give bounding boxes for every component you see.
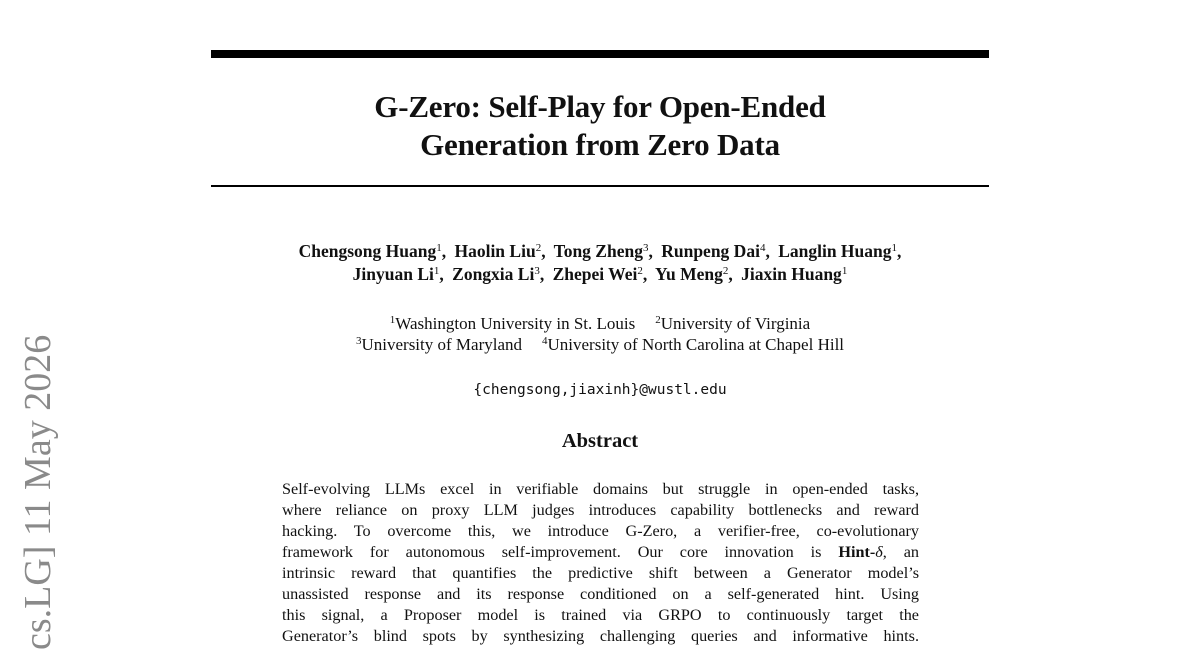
affiliation-number: 3 [355,335,362,347]
abstract-line: hacking. To overcome this, we introduce G-Zero, a verifier-free, co-evolutionary [282,522,919,540]
abstract-line: intrinsic reward that quantifies the predictive shift between a Generator model’s [282,564,919,582]
author-line-2: Jinyuan Li$^1$, Zongxia Li$^3$, Zhepei Wei$^2$, Yu Meng$^2$, Jiaxin Huang$^1$ [352,264,848,284]
author-name: Yu Meng [654,264,723,284]
affiliation-number: 1 [389,314,396,326]
author-line-1: Chengsong Huang$^1$, Haolin Liu$^2$, Tong Zheng$^3$, Runpeng Dai$^4$, Langlin Huang$^1$, [298,241,902,261]
title-line-2: Generation from Zero Data [420,127,780,162]
abstract-text: framework for autonomous self-improvement. Our core innovation is [282,543,839,561]
author-affiliation-mark: 1 [436,242,442,254]
author-list [211,240,989,286]
author-affiliation-mark: 2 [637,265,643,277]
abstract-body [282,479,919,647]
author-name: Chengsong Huang [298,241,437,261]
abstract-line [282,542,919,563]
author-name: Zongxia Li [452,264,535,284]
author-name: Langlin Huang [778,241,892,261]
abstract-line: Self-evolving LLMs excel in verifiable domains but struggle in open-ended tasks, [282,480,919,498]
affiliation-line-2 [211,334,989,355]
author-name: Jinyuan Li [352,264,434,284]
hint-delta-term: Hint- [838,543,876,561]
title-line-1: G-Zero: Self-Play for Open-Ended [374,89,826,124]
title-bottom-rule [211,185,989,187]
abstract-line: unassisted response and its response conditioned on a self-generated hint. Using [282,585,919,603]
affiliation-list [211,313,989,355]
abstract-line: Generator’s blind spots by synthesizing challenging queries and informative hints. [282,627,919,645]
abstract-text: , an [882,543,920,561]
contact-email[interactable]: {chengsong,jiaxinh}@wustl.edu [473,382,727,398]
author-affiliation-mark: 4 [759,242,766,254]
affiliation-name: University of North Carolina at Chapel Hill [547,335,845,354]
paper-title [211,88,989,164]
abstract-line: where reliance on proxy LLM judges introduces capability bottlenecks and reward [282,501,919,519]
author-name: Jiaxin Huang [741,264,842,284]
author-affiliation-mark: 2 [535,242,542,254]
affiliation-name: University of Virginia [660,314,811,333]
affiliation-name: Washington University in St. Louis [395,314,636,333]
author-affiliation-mark: 2 [722,265,729,277]
author-affiliation-mark: 1 [433,265,440,277]
author-name: Runpeng Dai [661,241,760,261]
author-affiliation-mark: 1 [891,242,898,254]
title-top-rule [211,50,989,58]
author-name: Zhepei Wei [552,264,638,284]
affiliation-line-1 [211,313,989,334]
delta-symbol: δ [875,543,883,561]
abstract-line: this signal, a Proposer model is trained via GRPO to continuously target the [282,606,919,624]
arxiv-side-stamp: cs.LG] 11 May 2026 [17,334,59,650]
author-affiliation-mark: 1 [841,265,848,277]
affiliation-number: 4 [542,335,548,347]
affiliation-number: 2 [655,314,661,326]
affiliation-name: University of Maryland [361,335,523,354]
author-name: Haolin Liu [454,241,536,261]
author-affiliation-mark: 3 [642,242,649,254]
abstract-heading: Abstract [561,430,639,452]
author-affiliation-mark: 3 [534,265,540,277]
author-name: Tong Zheng [553,241,643,261]
